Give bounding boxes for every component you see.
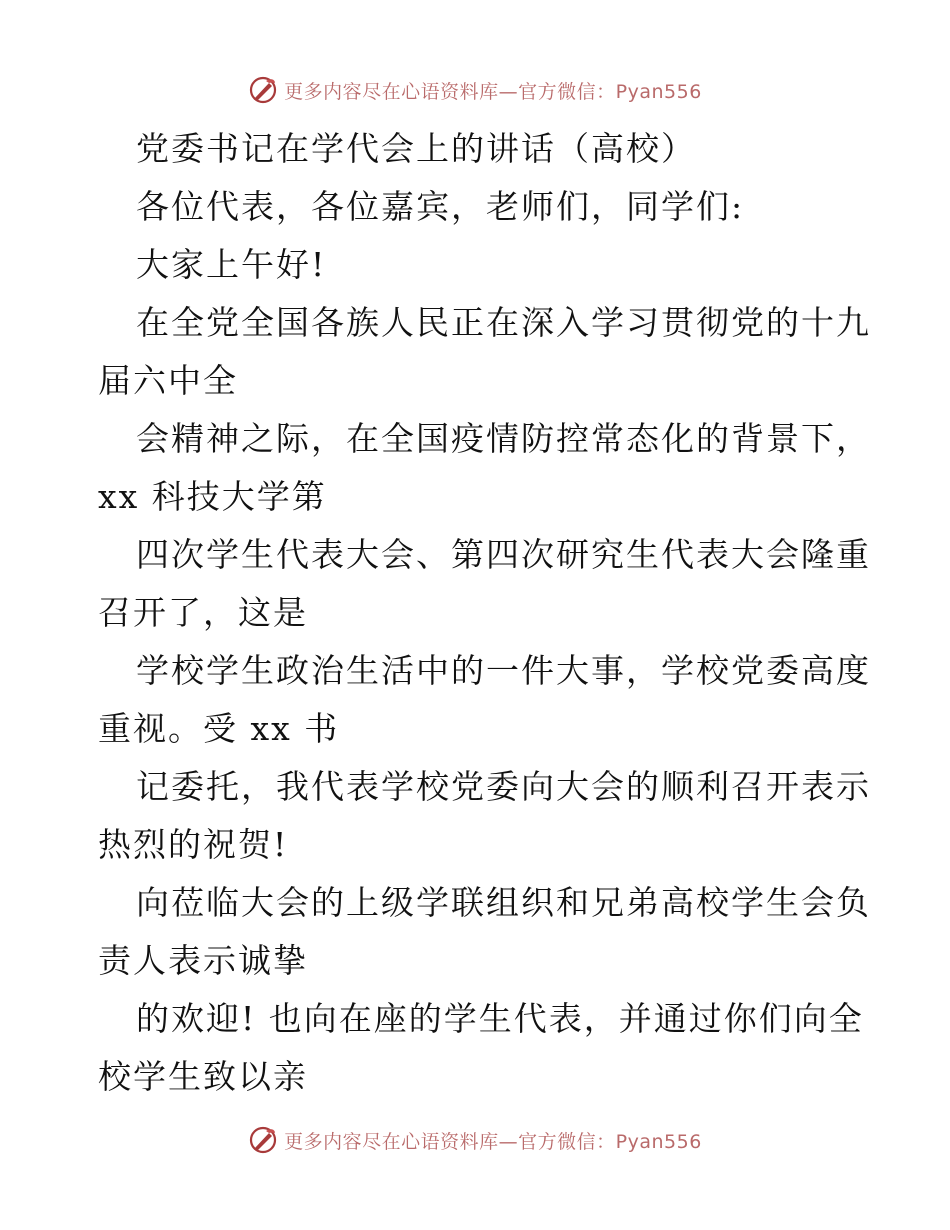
greeting: 大家上午好! [136, 245, 327, 284]
text-line: 热烈的祝贺! [98, 825, 289, 864]
salutation: 各位代表，各位嘉宾，老师们，同学们: [136, 187, 745, 226]
footer-banner-text: 更多内容尽在心语资料库—官方微信：Pyan556 [284, 1130, 702, 1153]
quill-pen-circle-icon [248, 1125, 278, 1155]
document-body [98, 120, 871, 1106]
text-line: 校学生致以亲 [98, 1057, 308, 1096]
text-line: 召开了，这是 [98, 593, 308, 632]
text-line: 的欢迎! 也向在座的学生代表，并通过你们向全 [136, 999, 864, 1038]
text-line: 记委托，我代表学校党委向大会的顺利召开表示 [136, 767, 871, 806]
text-line: 学校学生政治生活中的一件大事，学校党委高度 [136, 651, 871, 690]
text-line: 在全党全国各族人民正在深入学习贯彻党的十九 [136, 303, 871, 342]
text-line: xx 科技大学第 [98, 477, 327, 516]
speech-title: 党委书记在学代会上的讲话（高校） [136, 129, 696, 168]
text-line: 届六中全 [98, 361, 238, 400]
quill-pen-circle-icon [248, 75, 278, 105]
header-banner-text: 更多内容尽在心语资料库—官方微信：Pyan556 [284, 80, 702, 103]
text-line: 重视。受 xx 书 [98, 709, 340, 748]
text-line: 会精神之际，在全国疫情防控常态化的背景下， [136, 419, 871, 458]
header-banner [0, 70, 950, 110]
text-line: 四次学生代表大会、第四次研究生代表大会隆重 [136, 535, 871, 574]
text-line: 向莅临大会的上级学联组织和兄弟高校学生会负 [136, 883, 871, 922]
footer-banner [0, 1120, 950, 1160]
text-line: 责人表示诚挚 [98, 941, 308, 980]
